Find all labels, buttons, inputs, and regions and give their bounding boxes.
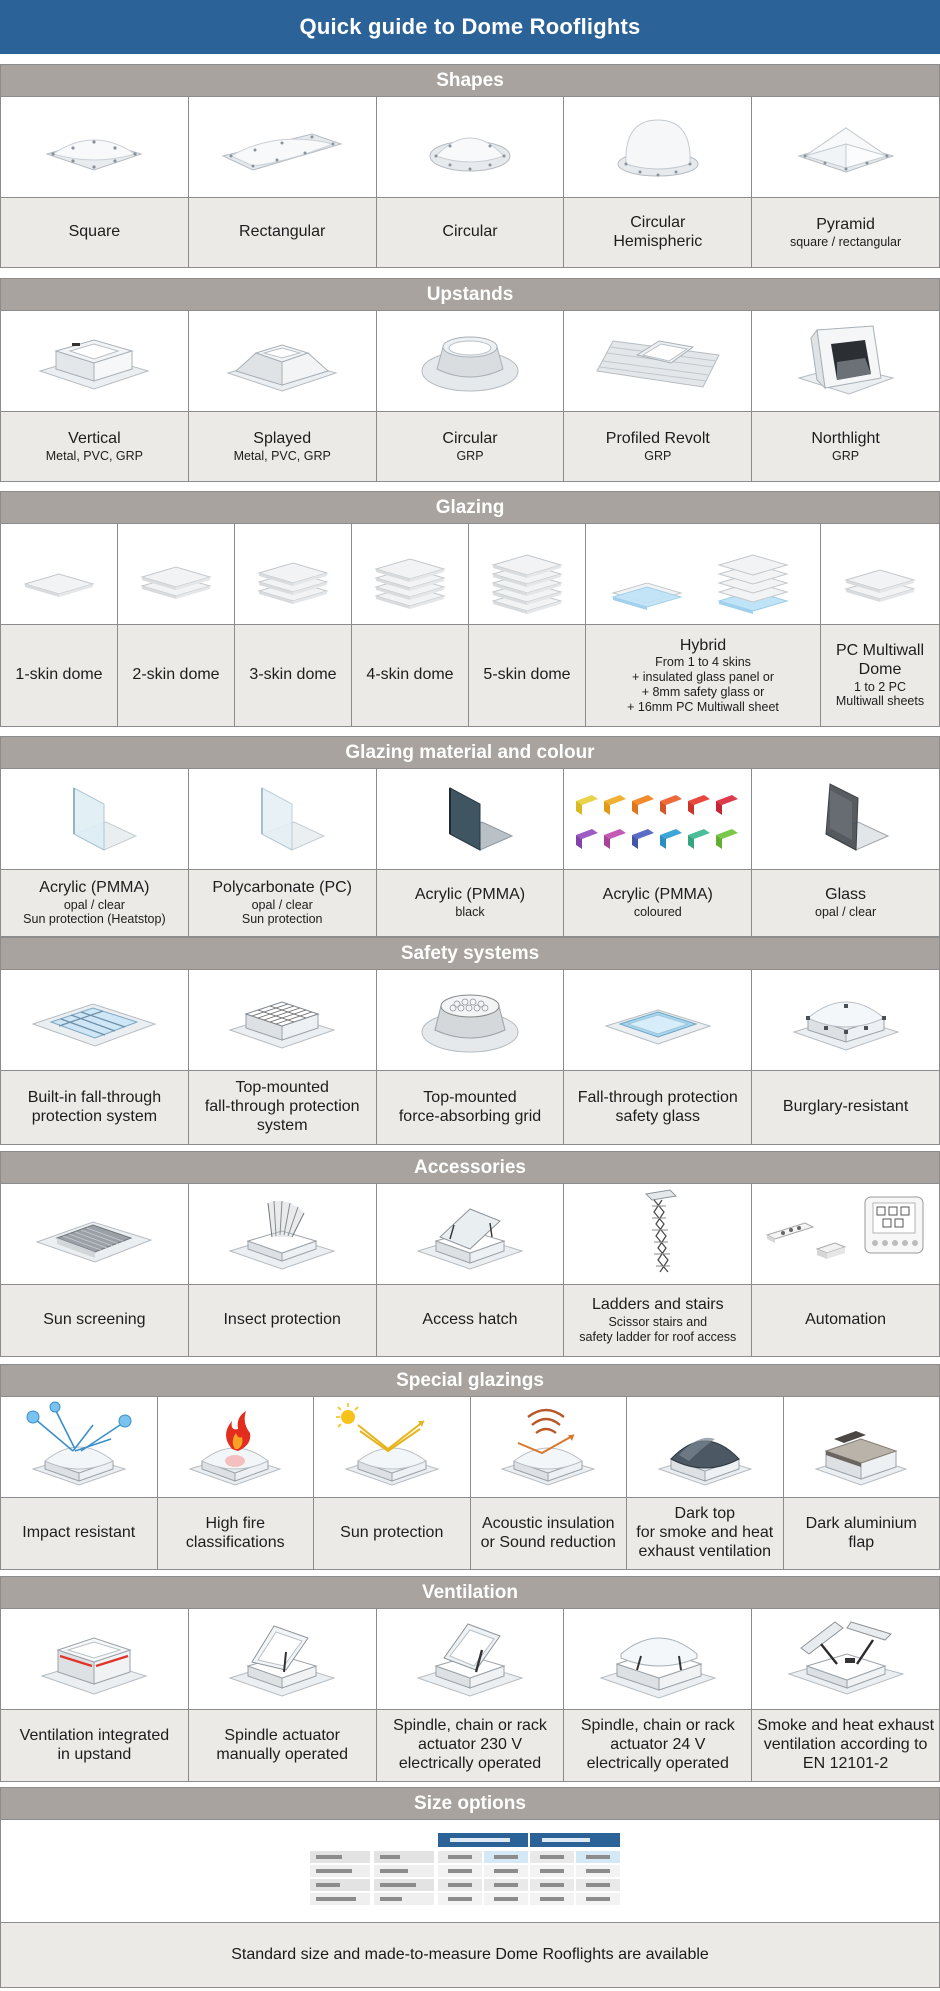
- acrylic-black-sheet-image: [377, 769, 564, 870]
- tile-acrylic-black[interactable]: [377, 769, 565, 936]
- shape-label: Pyramid: [816, 215, 875, 233]
- ventilation-label-2: manually operated: [216, 1745, 349, 1763]
- safety-glass-image: [564, 970, 751, 1071]
- section-title: Glazing: [1, 492, 939, 524]
- safety-label-2: safety glass: [615, 1107, 701, 1125]
- rectangular-dome-image: [189, 97, 376, 198]
- tile-ladders-stairs[interactable]: [564, 1184, 752, 1356]
- five-skin-image: [469, 524, 585, 625]
- built-in-grid-image: [1, 970, 188, 1071]
- splayed-upstand-image: [189, 311, 376, 412]
- three-skin-image: [235, 524, 351, 625]
- ventilation-label-2: actuator 230 V: [417, 1736, 523, 1754]
- section-title: Glazing material and colour: [1, 737, 939, 769]
- glazing-label: 1-skin dome: [15, 666, 103, 684]
- accessory-label: Access hatch: [422, 1311, 518, 1329]
- tile-circular[interactable]: [377, 97, 565, 267]
- glazing-label: 2-skin dome: [132, 666, 220, 684]
- special-label-1: Sun protection: [340, 1524, 444, 1542]
- tile-automation[interactable]: [752, 1184, 939, 1356]
- special-label-1: Dark aluminium: [805, 1514, 917, 1532]
- tile-rectangular[interactable]: [189, 97, 377, 267]
- upstand-label: Splayed: [253, 429, 312, 447]
- material-label: Glass: [825, 886, 867, 904]
- material-detail-1: opal / clear: [63, 897, 125, 912]
- pyramid-dome-image: [752, 97, 939, 198]
- northlight-upstand-image: [752, 311, 939, 412]
- glazing-label: 3-skin dome: [249, 666, 337, 684]
- tile-profiled-revolt[interactable]: [564, 311, 752, 481]
- hybrid-glazing-image: [586, 524, 820, 625]
- upstand-material: GRP: [644, 448, 672, 463]
- tile-dark-top[interactable]: [627, 1397, 784, 1569]
- access-hatch-image: [377, 1184, 564, 1285]
- tile-safety-glass[interactable]: [564, 970, 752, 1144]
- vertical-upstand-image: [1, 311, 188, 412]
- safety-label-3: system: [256, 1116, 308, 1134]
- safety-label-1: Top-mounted: [235, 1079, 329, 1097]
- special-label-2: for smoke and heat: [636, 1524, 774, 1542]
- insect-protection-image: [189, 1184, 376, 1285]
- top-mounted-grid-image: [189, 970, 376, 1071]
- page-title: Quick guide to Dome Rooflights: [0, 0, 940, 54]
- vent-in-upstand-image: [1, 1609, 188, 1710]
- tile-acrylic-opal[interactable]: [1, 769, 189, 936]
- ventilation-label-2: actuator 24 V: [610, 1736, 706, 1754]
- automation-devices-image: [752, 1184, 939, 1285]
- material-detail-1: coloured: [633, 905, 682, 920]
- shape-sublabel: square / rectangular: [789, 234, 902, 249]
- accessory-label: Insect protection: [223, 1311, 341, 1329]
- upstand-label: Circular: [442, 429, 498, 447]
- tile-access-hatch[interactable]: [377, 1184, 565, 1356]
- hybrid-detail-3: + 8mm safety glass or: [641, 684, 765, 699]
- ventilation-label-1: Ventilation integrated: [19, 1726, 170, 1744]
- tile-ventilation-integrated[interactable]: [1, 1609, 189, 1781]
- special-label-2: or Sound reduction: [480, 1533, 616, 1551]
- section-accessories: [0, 1151, 940, 1357]
- material-label: Acrylic (PMMA): [39, 878, 150, 896]
- accessory-detail-1: Scissor stairs and: [608, 1315, 708, 1330]
- shape-label-line2: Hemispheric: [613, 232, 703, 250]
- section-safety: [0, 937, 940, 1145]
- tile-splayed[interactable]: [189, 311, 377, 481]
- tile-built-in-fall-through[interactable]: [1, 970, 189, 1144]
- section-special-glazings: [0, 1364, 940, 1570]
- profiled-revolt-upstand-image: [564, 311, 751, 412]
- glazing-label-line2: Dome: [858, 660, 902, 678]
- scissor-stairs-image: [564, 1184, 751, 1285]
- tile-pc-multiwall[interactable]: [821, 524, 939, 726]
- spindle-manual-image: [189, 1609, 376, 1710]
- section-title: Safety systems: [1, 938, 939, 970]
- ventilation-label-1: Spindle, chain or rack: [393, 1717, 547, 1735]
- material-detail-1: opal / clear: [815, 905, 877, 920]
- tile-square[interactable]: [1, 97, 189, 267]
- four-skin-image: [352, 524, 468, 625]
- upstand-material: GRP: [832, 448, 860, 463]
- fire-classification-image: [158, 1397, 314, 1498]
- tile-burglary-resistant[interactable]: [752, 970, 939, 1144]
- glazing-label: Hybrid: [679, 636, 727, 654]
- multiwall-detail-1: 1 to 2 PC: [853, 679, 907, 694]
- ventilation-label-3: EN 12101-2: [802, 1754, 889, 1772]
- force-absorbing-grid-image: [377, 970, 564, 1071]
- upstand-material: Metal, PVC, GRP: [45, 448, 144, 463]
- ventilation-label-2: in upstand: [57, 1745, 132, 1763]
- ventilation-label-1: Spindle, chain or rack: [580, 1717, 735, 1735]
- tile-high-fire[interactable]: [158, 1397, 315, 1569]
- hemispheric-dome-image: [564, 97, 751, 198]
- safety-label-1: Fall-through protection: [577, 1088, 738, 1106]
- tile-glass[interactable]: [752, 769, 939, 936]
- shape-label: Square: [68, 223, 121, 241]
- acoustic-insulation-image: [471, 1397, 627, 1498]
- ventilation-label-3: electrically operated: [398, 1754, 542, 1772]
- safety-label-2: force-absorbing grid: [398, 1107, 542, 1125]
- special-label-1: Dark top: [674, 1505, 735, 1523]
- upstand-material: Metal, PVC, GRP: [233, 448, 331, 463]
- pc-multiwall-image: [821, 524, 939, 625]
- safety-label-1: Burglary-resistant: [782, 1098, 909, 1116]
- hybrid-detail-1: From 1 to 4 skins: [655, 655, 751, 670]
- accessory-label: Sun screening: [43, 1311, 146, 1329]
- shape-label: Circular: [442, 223, 498, 241]
- material-detail-2: Sun protection (Heatstop): [23, 912, 166, 927]
- glazing-label: 4-skin dome: [366, 666, 454, 684]
- circular-dome-image: [377, 97, 564, 198]
- ventilation-label-3: electrically operated: [586, 1754, 729, 1772]
- tile-2-skin[interactable]: [118, 524, 235, 726]
- special-label-1: High fire: [205, 1514, 266, 1532]
- smoke-heat-exhaust-image: [752, 1609, 939, 1710]
- hybrid-detail-4: + 16mm PC Multiwall sheet: [627, 699, 779, 714]
- material-detail-1: black: [455, 905, 485, 920]
- tile-hemispheric[interactable]: [564, 97, 752, 267]
- safety-label-2: fall-through protection: [204, 1098, 360, 1116]
- impact-resistant-image: [1, 1397, 157, 1498]
- special-label-2: classifications: [185, 1533, 285, 1551]
- special-label-3: exhaust ventilation: [638, 1542, 772, 1560]
- tile-dark-aluminium-flap[interactable]: [784, 1397, 940, 1569]
- coloured-sheets-image: [564, 769, 751, 870]
- size-table-image: [1, 1820, 939, 1923]
- shape-label: Rectangular: [239, 223, 326, 241]
- sun-protection-image: [314, 1397, 470, 1498]
- section-glazing-material: [0, 736, 940, 937]
- ventilation-label-1: Spindle actuator: [224, 1726, 341, 1744]
- tile-sun-screening[interactable]: [1, 1184, 189, 1356]
- tile-acrylic-coloured[interactable]: [564, 769, 752, 936]
- tile-impact-resistant[interactable]: [1, 1397, 158, 1569]
- tile-3-skin[interactable]: [235, 524, 352, 726]
- tile-northlight[interactable]: [752, 311, 939, 481]
- section-ventilation: [0, 1576, 940, 1782]
- tile-vertical[interactable]: [1, 311, 189, 481]
- accessory-label: Automation: [805, 1311, 887, 1329]
- section-title: Shapes: [1, 65, 939, 97]
- section-title: Accessories: [1, 1152, 939, 1184]
- one-skin-image: [1, 524, 117, 625]
- tile-sun-protection[interactable]: [314, 1397, 471, 1569]
- circular-upstand-image: [377, 311, 564, 412]
- glazing-label: PC Multiwall: [835, 641, 924, 659]
- section-title: Special glazings: [1, 1365, 939, 1397]
- multiwall-detail-2: Multiwall sheets: [835, 694, 925, 709]
- section-upstands: [0, 278, 940, 482]
- tile-circular-upstand[interactable]: [377, 311, 565, 481]
- burglary-resistant-image: [752, 970, 939, 1071]
- tile-smoke-heat-exhaust[interactable]: [752, 1609, 939, 1781]
- tile-5-skin[interactable]: [469, 524, 586, 726]
- actuator-24v-image: [564, 1609, 751, 1710]
- tile-4-skin[interactable]: [352, 524, 469, 726]
- safety-label-2: protection system: [31, 1107, 158, 1125]
- section-title: Ventilation: [1, 1577, 939, 1609]
- tile-actuator-230v[interactable]: [377, 1609, 565, 1781]
- material-label: Acrylic (PMMA): [602, 886, 713, 904]
- accessory-label: Ladders and stairs: [591, 1296, 724, 1314]
- tile-top-mounted-fall-through[interactable]: [189, 970, 377, 1144]
- actuator-230v-image: [377, 1609, 564, 1710]
- tile-insect-protection[interactable]: [189, 1184, 377, 1356]
- upstand-material: GRP: [456, 448, 484, 463]
- section-size-options: [0, 1787, 940, 1988]
- material-detail-1: opal / clear: [251, 897, 313, 912]
- ventilation-label-2: ventilation according to: [763, 1736, 928, 1754]
- tile-pyramid[interactable]: [752, 97, 939, 267]
- special-label-1: Impact resistant: [22, 1524, 136, 1542]
- sun-screening-image: [1, 1184, 188, 1285]
- section-title: Upstands: [1, 279, 939, 311]
- glass-sheet-image: [752, 769, 939, 870]
- accessory-detail-2: safety ladder for roof access: [579, 1329, 737, 1344]
- upstand-label: Northlight: [811, 429, 880, 447]
- shape-label: Circular: [630, 213, 686, 231]
- section-shapes: [0, 64, 940, 268]
- tile-1-skin[interactable]: [1, 524, 118, 726]
- safety-label-1: Built-in fall-through: [27, 1088, 162, 1106]
- section-title: Size options: [1, 1788, 939, 1820]
- section-glazing: [0, 491, 940, 727]
- material-detail-2: Sun protection: [241, 912, 323, 927]
- tile-acoustic-insulation[interactable]: [471, 1397, 628, 1569]
- material-label: Polycarbonate (PC): [212, 878, 352, 896]
- square-dome-image: [1, 97, 188, 198]
- glazing-label: 5-skin dome: [483, 666, 571, 684]
- tile-actuator-24v[interactable]: [564, 1609, 752, 1781]
- two-skin-image: [118, 524, 234, 625]
- tile-force-absorbing-grid[interactable]: [377, 970, 565, 1144]
- acrylic-clear-sheet-image: [1, 769, 188, 870]
- tile-polycarbonate[interactable]: [189, 769, 377, 936]
- dark-aluminium-flap-image: [784, 1397, 940, 1498]
- upstand-label: Profiled Revolt: [605, 429, 710, 447]
- size-options-caption: Standard size and made-to-measure Dome Rooflights are available: [1, 1923, 939, 1987]
- polycarbonate-sheet-image: [189, 769, 376, 870]
- ventilation-label-1: Smoke and heat exhaust: [757, 1717, 935, 1735]
- tile-spindle-manual[interactable]: [189, 1609, 377, 1781]
- special-label-2: flap: [848, 1533, 875, 1551]
- tile-hybrid[interactable]: [586, 524, 821, 726]
- safety-label-1: Top-mounted: [423, 1088, 517, 1106]
- special-label-1: Acoustic insulation: [481, 1514, 615, 1532]
- material-label: Acrylic (PMMA): [414, 886, 526, 904]
- upstand-label: Vertical: [68, 429, 121, 447]
- hybrid-detail-2: + insulated glass panel or: [631, 670, 775, 685]
- dark-top-dome-image: [627, 1397, 783, 1498]
